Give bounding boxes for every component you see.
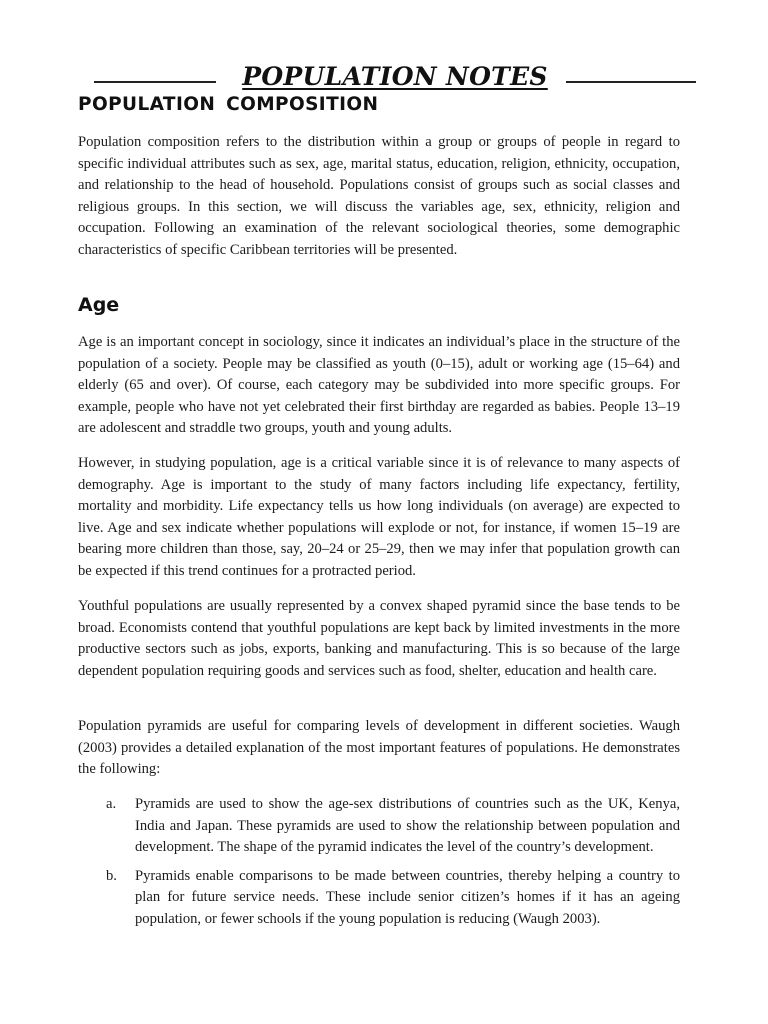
title-banner bbox=[94, 60, 696, 94]
document-title: POPULATION NOTES bbox=[242, 62, 548, 91]
paragraph-age-concept: Age is an important concept in sociology, since it indicates an individual’s place in the structure of the population of a society. People may be classified as youth (0–15), adult or working age (15–64) and elderly (65 and over). Of course, each category may be subdivided into more specific groups. For example, people who have not yet celebrated their first birthday are regarded as babies. People 13–19 are adolescent and straddle two groups, youth and young adults. bbox=[78, 334, 680, 437]
paragraph-population-pyramids: Population pyramids are useful for comparing levels of development in different societies. Waugh (2003) provides a detailed explanation of the most important features of populations. He demonstrates the following: bbox=[78, 718, 680, 778]
list-item bbox=[78, 794, 680, 859]
list-item-text: Pyramids enable comparisons to be made between countries, thereby helping a country to plan for future service needs. These include senior citizen’s homes if it has an ageing population, or fewer schools if the young population is reducing (Waugh 2003). bbox=[135, 867, 680, 927]
list-item bbox=[78, 866, 680, 931]
paragraph-composition-definition: Population composition refers to the distribution within a group or groups of people in regard to specific individual attributes such as sex, age, marital status, education, religion, ethnicity, occupation, and relationship to the head of household. Populations consist of groups such as social classes and religious groups. In this section, we will discuss the variables age, sex, ethnicity, religion and occupation. Following an examination of the relevant sociological theories, some demographic characteristics of specific Caribbean territories will be presented. bbox=[78, 134, 680, 258]
list-item-text: Pyramids are used to show the age-sex distributions of countries such as the UK, Kenya, India and Japan. These pyramids are used to show the relationship between population and development. The shape of the pyramid indicates the level of the country’s development. bbox=[135, 796, 680, 856]
paragraph-age-critical-variable: However, in studying population, age is a critical variable since it is of relevance to many aspects of demography. Age is important to the study of many factors including life expectancy, fertility, mortality and morbidity. Life expectancy tells us how long individuals (on average) are expected to live. Age and sex indicate whether populations will explode or not, for instance, if women 15–19 are bearing more children than those, say, 20–24 or 25–29, then we may infer that population growth can be expected if this trend continues for a protracted period. bbox=[78, 455, 680, 579]
pyramid-features-list bbox=[78, 794, 680, 931]
list-marker: a. bbox=[106, 796, 117, 812]
list-marker: b. bbox=[106, 867, 117, 884]
paragraph-youthful-populations: Youthful populations are usually represented by a convex shaped pyramid since the base tends to be broad. Economists contend that youthful populations are kept back by limited investments in the more productive sectors such as jobs, exports, banking and manufacturing. This is so because of the large dependent population requiring goods and services such as food, shelter, education and health care. bbox=[78, 598, 680, 679]
section-heading-age: Age bbox=[78, 294, 120, 316]
section-heading-population-composition: POPULATION COMPOSITION bbox=[78, 94, 379, 115]
